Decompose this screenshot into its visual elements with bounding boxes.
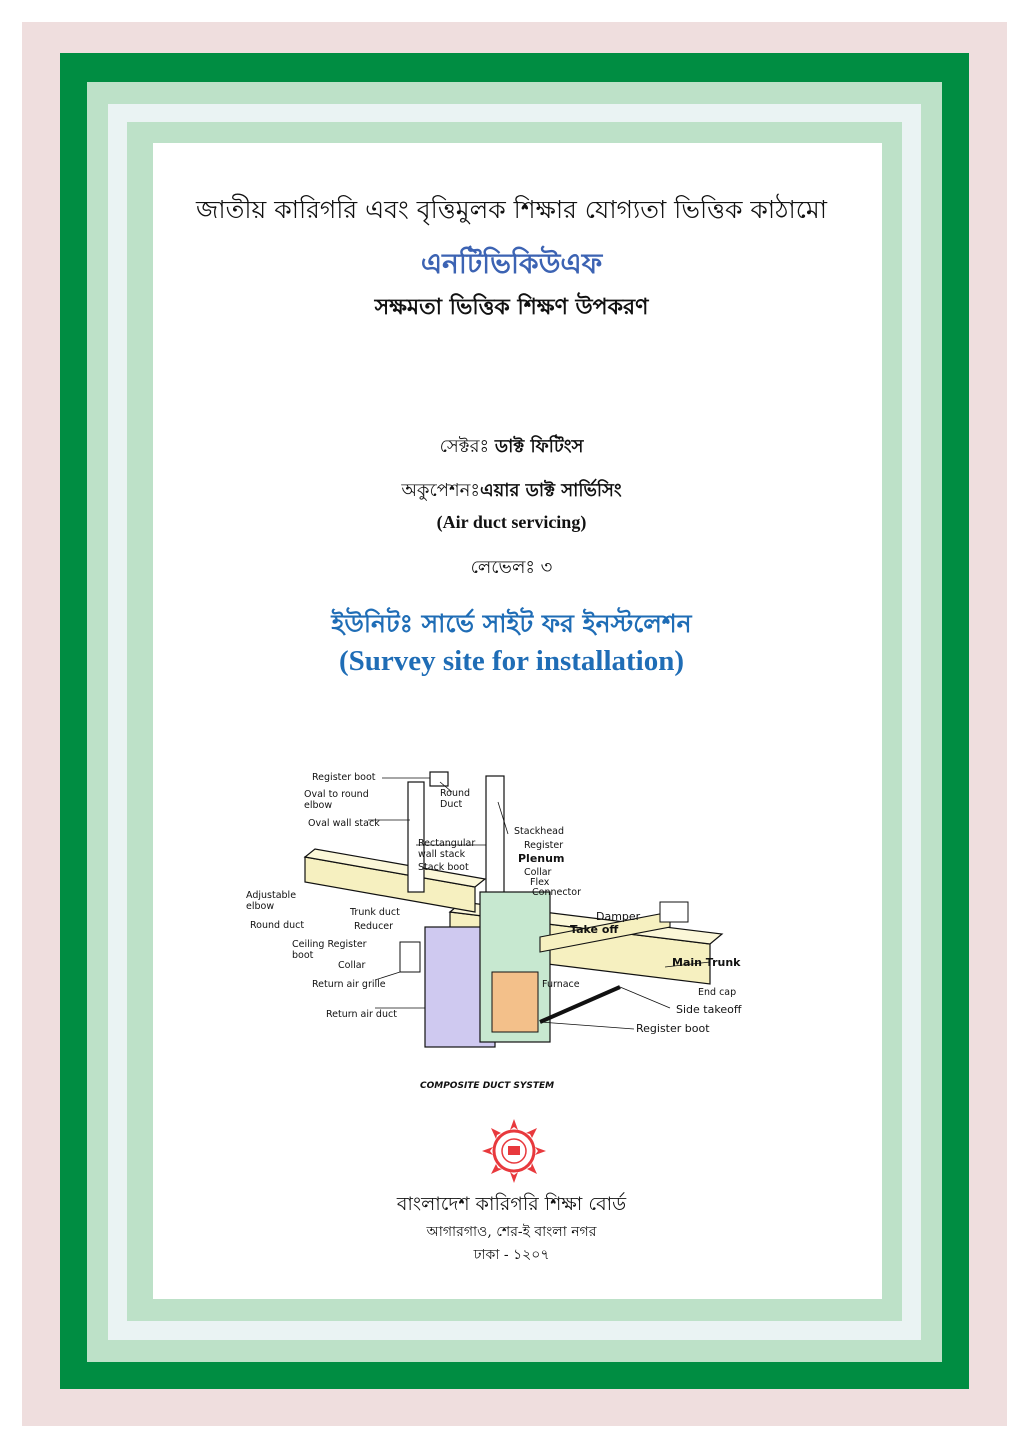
occupation-value: এয়ার ডাক্ট সার্ভিসিং [479, 480, 622, 501]
framework-title: জাতীয় কারিগরি এবং বৃত্তিমুলক শিক্ষার যোগ্যতা ভিত্তিক কাঠামো [196, 195, 827, 224]
label-round-duct-top2: Duct [440, 799, 463, 810]
publisher-board: বাংলাদেশ কারিগরি শিক্ষা বোর্ড [396, 1193, 627, 1215]
register-boot-shape [430, 772, 448, 786]
board-emblem-icon [481, 1118, 547, 1184]
label-return-air-duct: Return air duct [326, 1009, 397, 1020]
furnace-door [492, 972, 538, 1032]
occupation-english: (Air duct servicing) [436, 512, 587, 532]
return-grille-shape [400, 942, 420, 972]
label-connector: Connector [532, 887, 581, 898]
document-subtitle: সক্ষমতা ভিত্তিক শিক্ষণ উপকরণ [374, 294, 649, 320]
label-main-trunk: Main Trunk [672, 956, 741, 969]
label-register-boot-top: Register boot [312, 772, 376, 783]
label-rectangular: Rectangular [418, 838, 476, 849]
label-round-duct: Round duct [250, 920, 305, 931]
diagram-caption: COMPOSITE DUCT SYSTEM [420, 1081, 555, 1091]
label-plenum: Plenum [518, 852, 565, 865]
label-take-off: Take off [570, 923, 619, 936]
occupation-line [0, 476, 1023, 507]
label-register: Register [524, 840, 564, 851]
label-oval-wall-stack: Oval wall stack [308, 818, 380, 829]
occupation-label: অকুপেশনঃ [401, 480, 480, 501]
label-round-duct-top: Round [440, 788, 471, 799]
label-collar-top: Collar [524, 867, 552, 878]
unit-title-english: (Survey site for installation) [338, 645, 685, 677]
label-register-boot: Register boot [636, 1022, 710, 1035]
sector-label: সেক্টরঃ [439, 436, 490, 457]
level-line: লেভেলঃ ৩ [470, 557, 553, 578]
label-damper: Damper [596, 910, 641, 923]
unit-title-bengali: ইউনিটঃ সার্ভে সাইট ফর ইনস্টলেশন [331, 609, 692, 638]
label-wall-stack: wall stack [418, 849, 466, 860]
label-elbow2: elbow [246, 901, 275, 912]
publisher-address-line2: ঢাকা - ১২০৭ [473, 1247, 550, 1263]
label-return-air-grille: Return air grille [312, 979, 386, 990]
label-oval-to-round: Oval to round [304, 789, 369, 800]
brand-title: এনটিভিকিউএফ [420, 247, 603, 280]
side-takeoff-shape [540, 987, 620, 1022]
damper-register-shape [660, 902, 688, 922]
label-elbow: elbow [304, 800, 333, 811]
label-collar: Collar [338, 960, 366, 971]
sector-line [0, 432, 1023, 463]
label-flex: Flex [530, 877, 550, 888]
label-side-takeoff: Side takeoff [676, 1003, 742, 1016]
label-boot: boot [292, 950, 314, 961]
label-trunk-duct: Trunk duct [350, 907, 400, 918]
label-reducer: Reducer [354, 921, 394, 932]
label-stackhead: Stackhead [514, 826, 565, 837]
rectangular-stack-shape [486, 776, 504, 906]
label-adjustable: Adjustable [246, 890, 297, 901]
composite-duct-diagram [240, 762, 760, 1097]
oval-wall-stack-shape [408, 782, 424, 892]
label-stack-boot: Stack boot [418, 862, 469, 873]
sector-value: ডাক্ট ফিটিংস [494, 436, 584, 457]
publisher-address-line1: আগারগাও, শের-ই বাংলা নগর [426, 1224, 597, 1240]
label-end-cap: End cap [698, 987, 737, 998]
label-ceiling-register: Ceiling Register [292, 939, 367, 950]
label-furnace: Furnace [542, 979, 580, 990]
